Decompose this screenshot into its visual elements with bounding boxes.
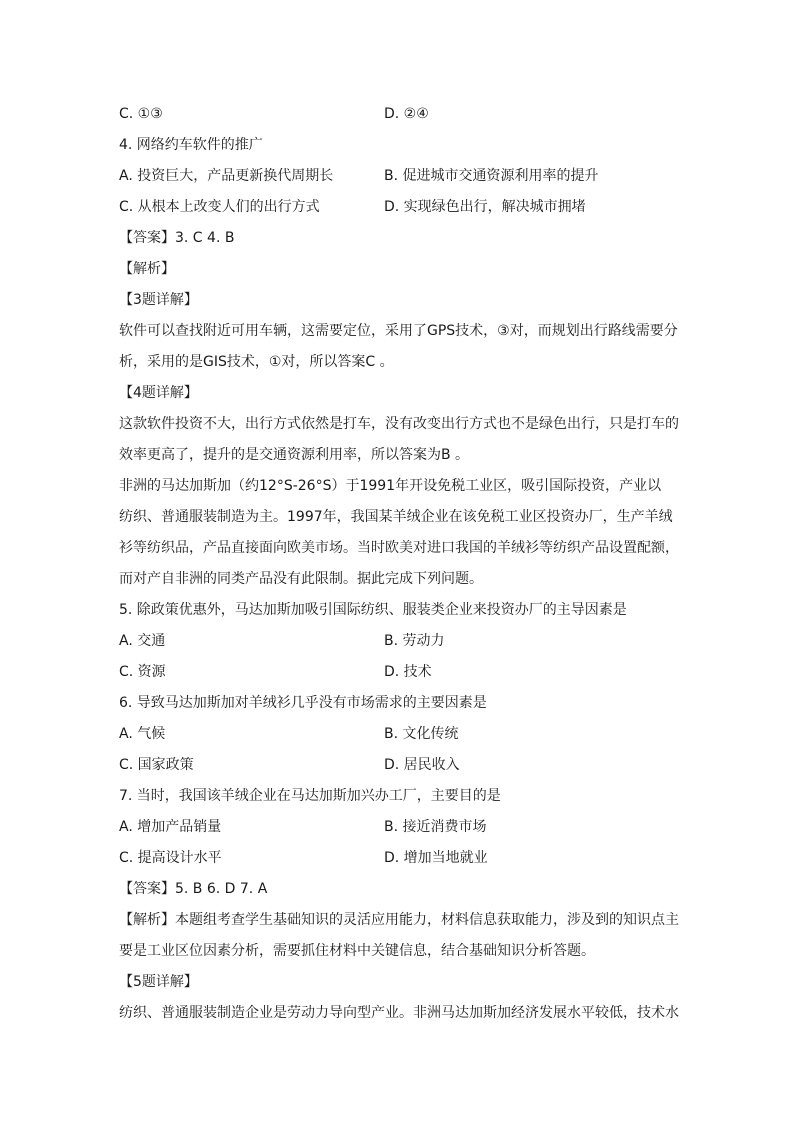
detail-5-heading: 【5题详解】 xyxy=(119,974,198,990)
option-c: C. ①③ xyxy=(119,106,163,122)
option-b: B. 文化传统 xyxy=(384,726,459,742)
detail-4-text-line-2: 效率更高了，提升的是交通资源利用率，所以答案为B 。 xyxy=(119,447,470,463)
q6-options-cd xyxy=(119,755,679,775)
q3-options-cd xyxy=(119,104,679,124)
q4-options-ab xyxy=(119,166,679,186)
analysis-heading-1: 【解析】 xyxy=(119,261,175,277)
option-d: D. 实现绿色出行，解决城市拥堵 xyxy=(384,199,586,215)
detail-5-text-line-1: 纺织、普通服装制造企业是劳动力导向型产业。非洲马达加斯加经济发展水平较低，技术水 xyxy=(119,1005,679,1021)
q5-options-cd xyxy=(119,662,679,682)
analysis-2-line-1: 【解析】本题组考查学生基础知识的灵活应用能力，材料信息获取能力，涉及到的知识点主 xyxy=(119,912,679,928)
material-line-2: 纺织、普通服装制造为主。1997年，我国某羊绒企业在该免税工业区投资办厂，生产羊绒 xyxy=(119,509,673,525)
analysis-2-line-2: 要是工业区位因素分析，需要抓住材料中关键信息，结合基础知识分析答题。 xyxy=(119,943,595,959)
option-b: B. 劳动力 xyxy=(384,633,445,649)
option-d: D. 技术 xyxy=(384,664,432,680)
q7-options-cd xyxy=(119,848,679,868)
option-a: A. 增加产品销量 xyxy=(119,819,222,835)
q7-options-ab xyxy=(119,817,679,837)
question-5-stem: 5. 除政策优惠外，马达加斯加吸引国际纺织、服装类企业来投资办厂的主导因素是 xyxy=(119,602,627,618)
detail-3-text-line-2: 析，采用的是GIS技术，①对，所以答案C 。 xyxy=(119,354,394,370)
question-6-stem: 6. 导致马达加斯加对羊绒衫几乎没有市场需求的主要因素是 xyxy=(119,695,487,711)
option-d: D. 居民收入 xyxy=(384,757,460,773)
answer-block-1: 【答案】3. C 4. B xyxy=(119,230,235,246)
material-line-1: 非洲的马达加斯加（约12°S-26°S）于1991年开设免税工业区，吸引国际投资，产业以 xyxy=(119,478,662,494)
detail-3-heading: 【3题详解】 xyxy=(119,292,198,308)
option-b: B. 接近消费市场 xyxy=(384,819,487,835)
option-b: B. 促进城市交通资源利用率的提升 xyxy=(384,168,599,184)
option-a: A. 投资巨大，产品更新换代周期长 xyxy=(119,168,334,184)
answer-block-2: 【答案】5. B 6. D 7. A xyxy=(119,881,268,897)
q5-options-ab xyxy=(119,631,679,651)
question-7-stem: 7. 当时，我国该羊绒企业在马达加斯加兴办工厂，主要目的是 xyxy=(119,788,501,804)
detail-3-text-line-1: 软件可以查找附近可用车辆，这需要定位，采用了GPS技术，③对，而规划出行路线需要分 xyxy=(119,323,678,339)
question-4-stem: 4. 网络约车软件的推广 xyxy=(119,137,263,153)
option-c: C. 国家政策 xyxy=(119,757,194,773)
material-line-4: 而对产自非洲的同类产品没有此限制。据此完成下列问题。 xyxy=(119,571,483,587)
option-c: C. 资源 xyxy=(119,664,166,680)
option-d: D. 增加当地就业 xyxy=(384,850,488,866)
option-d: D. ②④ xyxy=(384,106,429,122)
option-c: C. 提高设计水平 xyxy=(119,850,222,866)
q4-options-cd xyxy=(119,197,679,217)
q6-options-ab xyxy=(119,724,679,744)
detail-4-heading: 【4题详解】 xyxy=(119,385,198,401)
option-c: C. 从根本上改变人们的出行方式 xyxy=(119,199,320,215)
option-a: A. 气候 xyxy=(119,726,166,742)
option-a: A. 交通 xyxy=(119,633,166,649)
material-line-3: 衫等纺织品，产品直接面向欧美市场。当时欧美对进口我国的羊绒衫等纺织产品设置配额， xyxy=(119,540,679,556)
detail-4-text-line-1: 这款软件投资不大，出行方式依然是打车，没有改变出行方式也不是绿色出行，只是打车的 xyxy=(119,416,679,432)
